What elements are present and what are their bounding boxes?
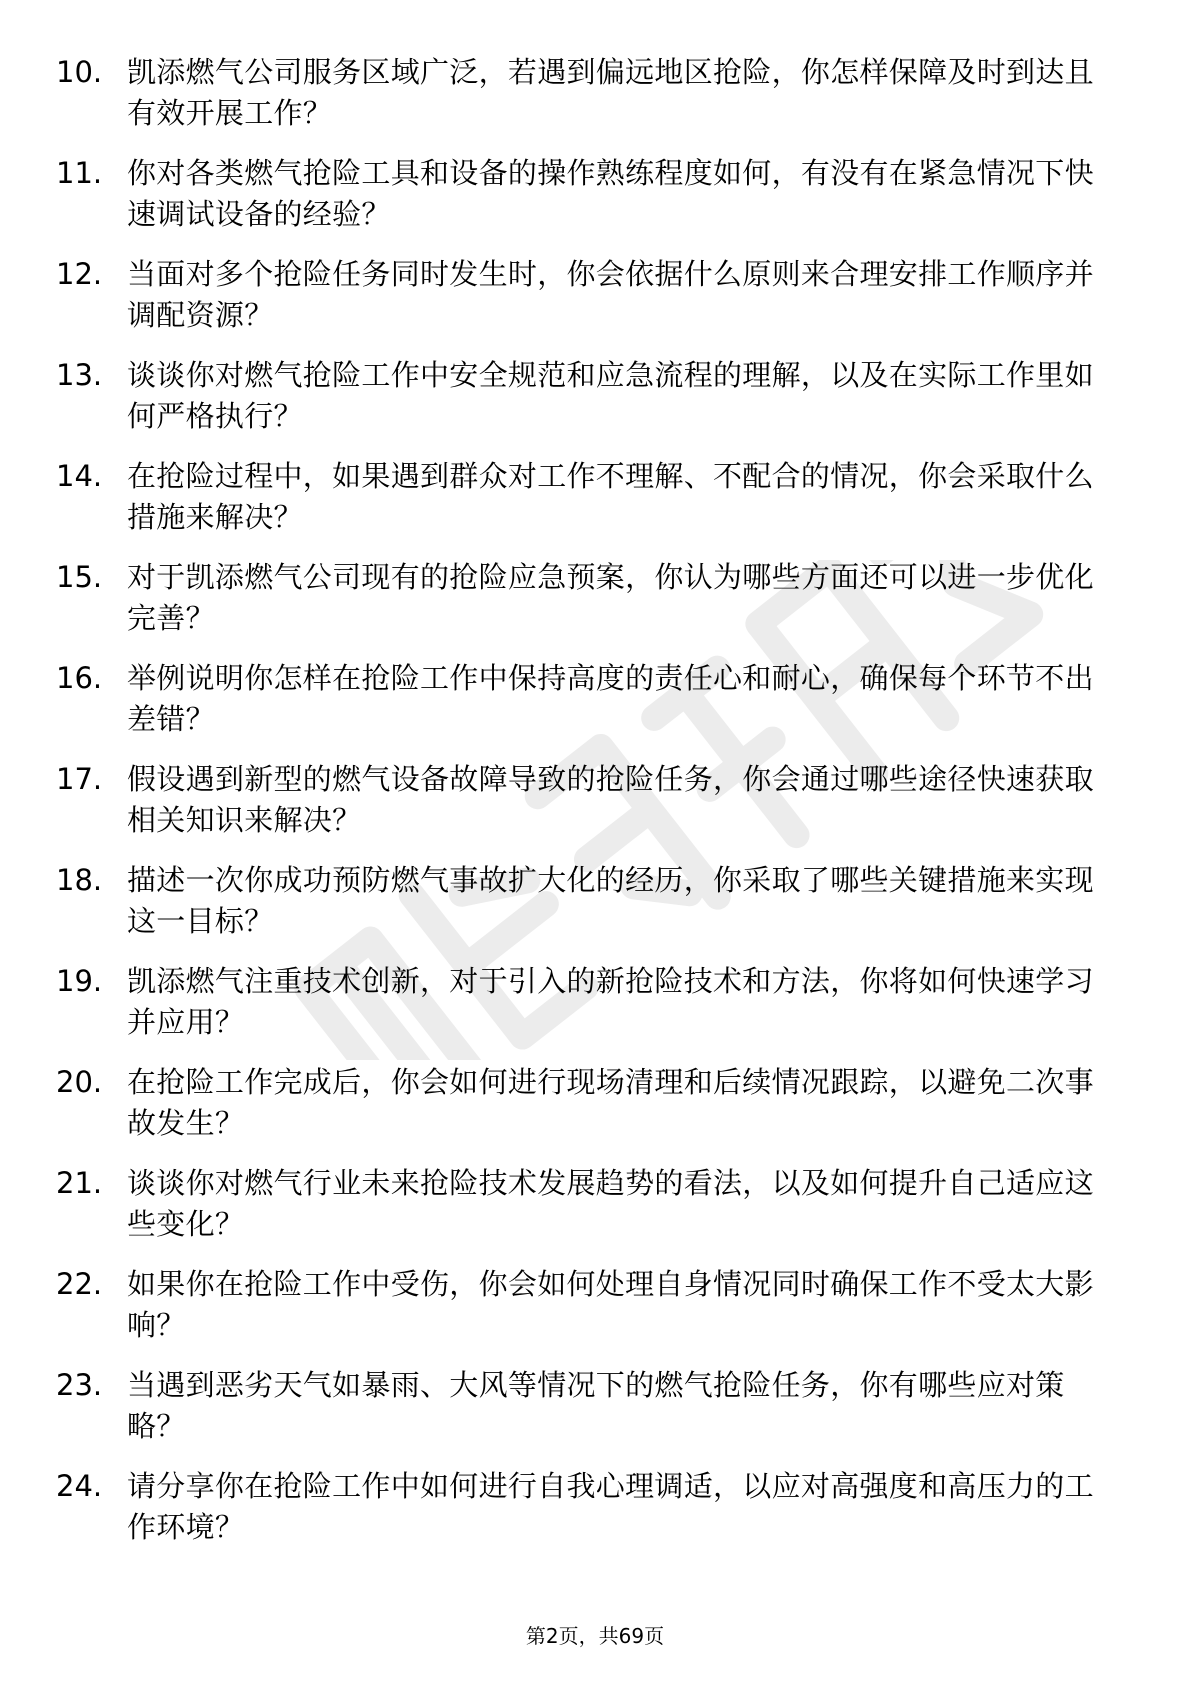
question-number: 20.	[56, 1065, 103, 1099]
question-item	[0, 658, 1190, 759]
question-text: 举例说明你怎样在抢险工作中保持高度的责任心和耐心，确保每个环节不出差错？	[127, 661, 1094, 736]
question-item	[0, 355, 1190, 456]
question-item	[0, 1264, 1190, 1365]
question-list	[0, 52, 1190, 1567]
question-number: 13.	[56, 358, 103, 392]
question-number: 18.	[56, 863, 103, 897]
question-item	[0, 860, 1190, 961]
question-item	[0, 1466, 1190, 1567]
question-text: 你对各类燃气抢险工具和设备的操作熟练程度如何，有没有在紧急情况下快速调试设备的经验？	[127, 156, 1094, 231]
question-text: 在抢险工作完成后，你会如何进行现场清理和后续情况跟踪，以避免二次事故发生？	[127, 1065, 1094, 1140]
question-text: 谈谈你对燃气抢险工作中安全规范和应急流程的理解，以及在实际工作里如何严格执行？	[127, 358, 1094, 433]
question-text: 如果你在抢险工作中受伤，你会如何处理自身情况同时确保工作不受太大影响？	[127, 1267, 1094, 1342]
question-item	[0, 1062, 1190, 1163]
question-text: 对于凯添燃气公司现有的抢险应急预案，你认为哪些方面还可以进一步优化完善？	[127, 560, 1094, 635]
question-item	[0, 52, 1190, 153]
question-number: 15.	[56, 560, 103, 594]
question-number: 16.	[56, 661, 103, 695]
question-text: 当面对多个抢险任务同时发生时，你会依据什么原则来合理安排工作顺序并调配资源？	[127, 257, 1094, 332]
question-number: 12.	[56, 257, 103, 291]
page-footer: 第2页，共69页	[525, 1624, 665, 1648]
question-text: 描述一次你成功预防燃气事故扩大化的经历，你采取了哪些关键措施来实现这一目标？	[127, 863, 1094, 938]
question-number: 14.	[56, 459, 103, 493]
question-item	[0, 759, 1190, 860]
question-number: 21.	[56, 1166, 103, 1200]
question-text: 谈谈你对燃气行业未来抢险技术发展趋势的看法，以及如何提升自己适应这些变化？	[127, 1166, 1094, 1241]
question-item	[0, 254, 1190, 355]
question-text: 假设遇到新型的燃气设备故障导致的抢险任务，你会通过哪些途径快速获取相关知识来解决？	[127, 762, 1094, 837]
question-item	[0, 1163, 1190, 1264]
question-text: 在抢险过程中，如果遇到群众对工作不理解、不配合的情况，你会采取什么措施来解决？	[127, 459, 1094, 534]
question-number: 19.	[56, 964, 103, 998]
question-number: 22.	[56, 1267, 103, 1301]
question-text: 凯添燃气公司服务区域广泛，若遇到偏远地区抢险，你怎样保障及时到达且有效开展工作？	[127, 55, 1094, 130]
question-number: 11.	[56, 156, 103, 190]
question-text: 当遇到恶劣天气如暴雨、大风等情况下的燃气抢险任务，你有哪些应对策略？	[127, 1368, 1065, 1443]
question-number: 10.	[56, 55, 103, 89]
question-number: 24.	[56, 1469, 103, 1503]
question-number: 17.	[56, 762, 103, 796]
question-text: 凯添燃气注重技术创新，对于引入的新抢险技术和方法，你将如何快速学习并应用？	[127, 964, 1094, 1039]
question-item	[0, 153, 1190, 254]
question-item	[0, 557, 1190, 658]
question-item	[0, 1365, 1190, 1466]
question-number: 23.	[56, 1368, 103, 1402]
question-text: 请分享你在抢险工作中如何进行自我心理调适，以应对高强度和高压力的工作环境？	[127, 1469, 1094, 1544]
question-item	[0, 961, 1190, 1062]
question-item	[0, 456, 1190, 557]
